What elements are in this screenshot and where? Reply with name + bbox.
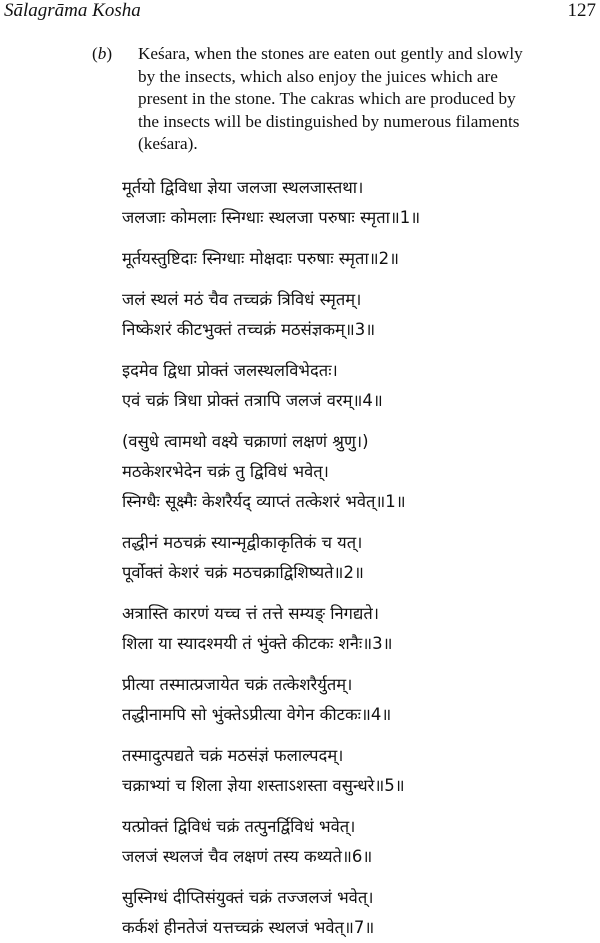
verse-line: एवं चक्रं त्रिधा प्रोक्तं तत्रापि जलजं वरम्॥4॥: [122, 391, 383, 410]
verse-gap: [122, 730, 592, 741]
verse-line: चक्राभ्यां च शिला ज्ञेया शस्ताऽशस्ता वसुन्धरे॥5॥: [122, 776, 405, 795]
verse-gap: [122, 345, 592, 356]
verse-gap: [122, 588, 592, 599]
verse-gap: [122, 517, 592, 528]
verse-block: [122, 528, 592, 588]
verse-line: प्रीत्या तस्मात्प्रजायेत चक्रं तत्केशरैर्युतम्।: [122, 675, 353, 694]
verse-gap: [122, 872, 592, 883]
sanskrit-verses: [122, 173, 592, 943]
item-paragraph: [138, 43, 596, 156]
verse-block: [122, 670, 592, 730]
paragraph-line: by the insects, which also enjoy the juices which are: [138, 66, 498, 86]
verse-line: मठकेशरभेदेन चक्रं तु द्विविधं भवेत्।: [122, 462, 329, 481]
verse-block: [122, 741, 592, 801]
verse-line: कर्कशं हीनतेजं यत्तच्चक्रं स्थलजं भवेत्॥7॥: [122, 918, 375, 937]
verse-block: [122, 883, 592, 943]
verse-gap: [122, 801, 592, 812]
verse-line: स्निग्धैः सूक्ष्मैः केशरैर्यद् व्याप्तं तत्केशरं भवेत्॥1॥: [122, 492, 406, 511]
verse-block: [122, 285, 592, 345]
verse-block: [122, 173, 592, 233]
verse-line: तद्धीनामपि सो भुंक्तेऽप्रीत्या वेगेन कीटकः॥4॥: [122, 705, 392, 724]
verse-gap: [122, 416, 592, 427]
verse-line: मूर्तयो द्विविधा ज्ञेया जलजा स्थलजास्तथा।: [122, 178, 364, 197]
verse-line: तद्धीनं मठचक्रं स्यान्मृद्वीकाकृतिकं च यत्।: [122, 533, 363, 552]
verse-block: [122, 812, 592, 872]
verse-line: तस्मादुत्पद्यते चक्रं मठसंज्ञं फलाल्पदम्।: [122, 746, 344, 765]
verse-block: [122, 427, 592, 517]
verse-line: यत्प्रोक्तं द्विविधं चक्रं तत्पुनर्द्विविधं भवेत्।: [122, 817, 356, 836]
verse-gap: [122, 659, 592, 670]
item-label-open-paren: (: [92, 44, 98, 63]
verse-line: शिला या स्यादश्मयी तं भुंक्ते कीटकः शनैः॥3॥: [122, 634, 393, 653]
item-label-letter: b: [97, 44, 107, 63]
verse-line: अत्रास्ति कारणं यच्च त्तं तत्ते सम्यङ् निगद्यते।: [122, 604, 380, 623]
verse-block: [122, 244, 592, 274]
verse-line: इदमेव द्विधा प्रोक्तं जलस्थलविभेदतः।: [122, 361, 338, 380]
paragraph-line: Keśara, when the stones are eaten out gently and slowly: [138, 44, 523, 63]
verse-line: सुस्निग्धं दीप्तिसंयुक्तं चक्रं तज्जलजं भवेत्।: [122, 888, 374, 907]
paragraph-line: (keśara).: [138, 134, 198, 153]
verse-line: जलजं स्थलजं चैव लक्षणं तस्य कथ्यते॥6॥: [122, 847, 373, 866]
item-label-close-paren: ): [106, 44, 113, 63]
running-header: [4, 0, 596, 24]
page-number: 127: [567, 0, 596, 21]
verse-line: जलजाः कोमलाः स्निग्धाः स्थलजा परुषाः स्मृता॥1॥: [122, 208, 421, 227]
verse-gap: [122, 274, 592, 285]
verse-line: जलं स्थलं मठं चैव तच्चक्रं त्रिविधं स्मृतम्।: [122, 290, 362, 309]
running-header-title: Sālagrāma Kosha: [4, 0, 141, 21]
paragraph-line: the insects will be distinguished by numerous filaments: [138, 111, 520, 131]
paragraph-line: present in the stone. The cakras which are produced by: [138, 89, 516, 108]
verse-block: [122, 599, 592, 659]
list-item-b: [92, 43, 596, 156]
verse-gap: [122, 233, 592, 244]
verse-line: निष्केशरं कीटभुक्तं तच्चक्रं मठसंज्ञकम्॥3॥: [122, 320, 376, 339]
verse-block: [122, 356, 592, 416]
verse-line: (वसुधे त्वामथो वक्ष्ये चक्राणां लक्षणं श्रुणु।): [122, 432, 369, 451]
verse-line: मूर्तयस्तुष्टिदाः स्निग्धाः मोक्षदाः परुषाः स्मृता॥2॥: [122, 249, 399, 268]
item-label: [92, 43, 112, 66]
verse-line: पूर्वोक्तं केशरं चक्रं मठचक्राद्विशिष्यते॥2॥: [122, 563, 364, 582]
